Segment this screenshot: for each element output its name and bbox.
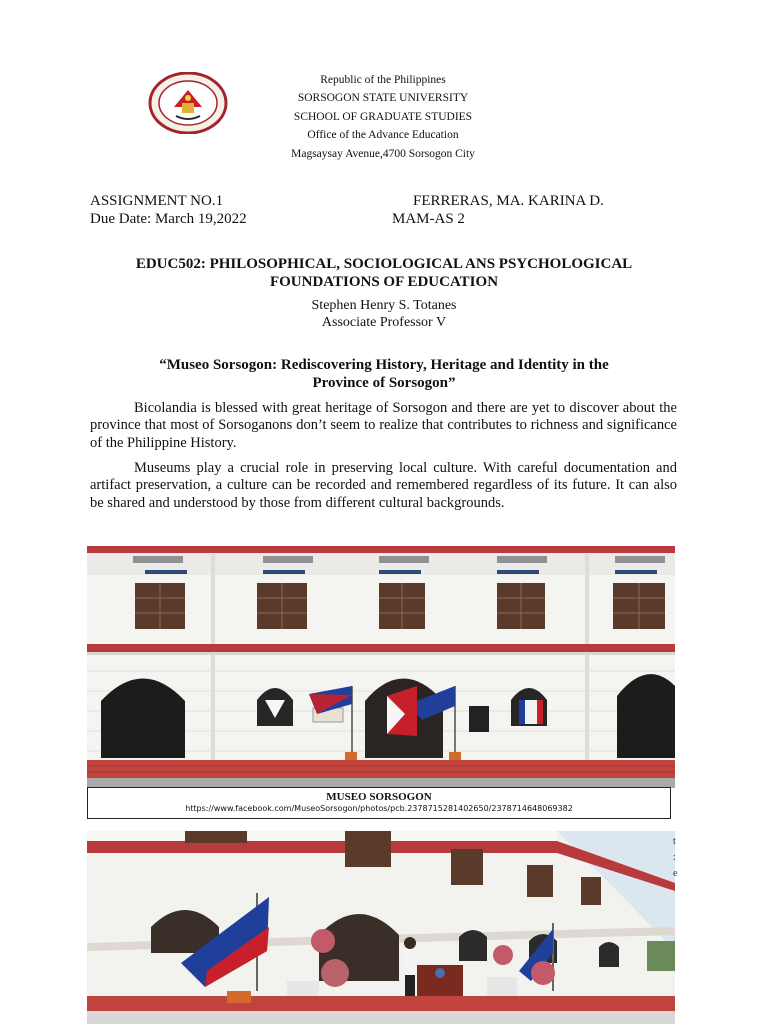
letterhead: [240, 71, 526, 163]
student-name: FERRERAS, MA. KARINA D.: [413, 193, 604, 209]
course-title-line2: FOUNDATIONS OF EDUCATION: [269, 274, 499, 290]
photo-caption: [87, 787, 671, 819]
caption-source-link[interactable]: https://www.facebook.com/MuseoSorsogon/photos/pcb.2378715281402650/2378714648069382: [185, 804, 573, 813]
course-title: [88, 255, 680, 291]
header-line-university: SORSOGON STATE UNIVERSITY: [297, 92, 469, 105]
paragraph-2: Museums play a crucial role in preserving local culture. With careful documentation and artifact preservation, a culture can be recorded and remembered regardless of its future. It can also be shared and understood by those from different cultural backgrounds.: [90, 460, 677, 511]
essay-title-line1: “Museo Sorsogon: Rediscovering History, Heritage and Identity in the: [159, 357, 609, 373]
professor-name: Stephen Henry S. Totanes: [311, 298, 457, 313]
text-fragment-2: :: [673, 852, 676, 863]
header-line-school: SCHOOL OF GRADUATE STUDIES: [293, 110, 473, 123]
paragraph-1: Bicolandia is blessed with great heritage of Sorsogon and there are yet to discover about the province that most of Sorsoganons don’t seem to realize that contributes to richness and significance of the Philippine History.: [90, 400, 677, 451]
text-fragment-1: t: [673, 836, 676, 847]
professor-block: [88, 297, 680, 331]
due-date: Due Date: March 19,2022: [90, 211, 247, 227]
essay-title: [88, 356, 680, 392]
museum-facade-photo: [87, 546, 675, 788]
student-program: MAM-AS 2: [392, 211, 465, 227]
museum-ceremony-photo: [87, 831, 678, 1024]
university-seal: [148, 72, 228, 134]
essay-title-line2: Province of Sorsogon”: [312, 375, 456, 391]
caption-title: MUSEO SORSOGON: [326, 791, 432, 803]
text-fragment-3: e: [673, 868, 678, 879]
professor-title: Associate Professor V: [321, 315, 447, 330]
header-line-office: Office of the Advance Education: [307, 129, 459, 142]
header-line-republic: Republic of the Philippines: [320, 74, 446, 86]
header-line-address: Magsaysay Avenue,4700 Sorsogon City: [291, 147, 475, 160]
course-title-line1: EDUC502: PHILOSOPHICAL, SOCIOLOGICAL ANS PSYCHOLOGICAL: [135, 256, 633, 272]
assignment-number: ASSIGNMENT NO.1: [90, 193, 224, 209]
